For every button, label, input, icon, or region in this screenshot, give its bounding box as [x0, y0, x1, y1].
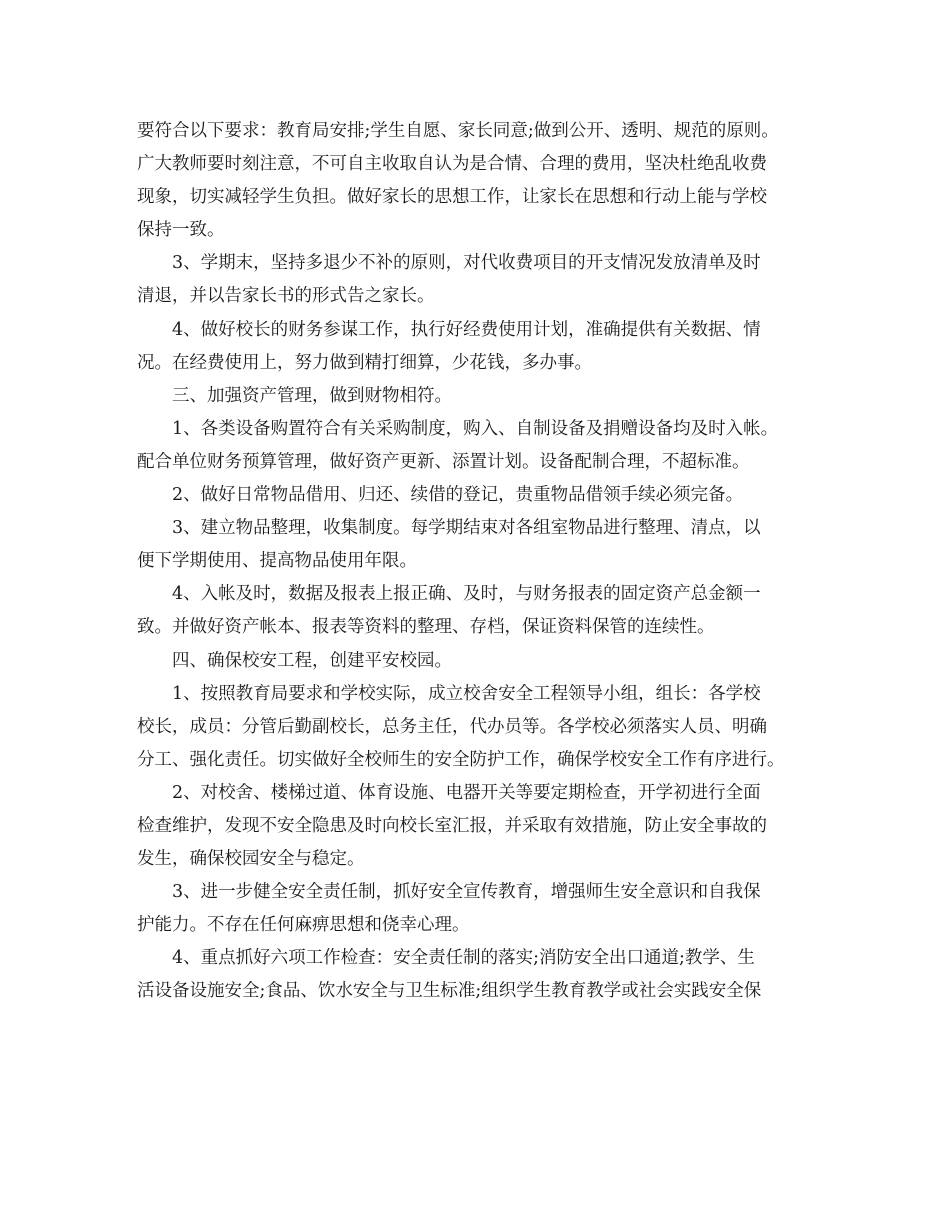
text-line: 2、对校舍、楼梯过道、体育设施、电器开关等要定期检查，开学初进行全面 — [172, 782, 761, 803]
text-line: 检查维护，发现不安全隐患及时向校长室汇报，并采取有效措施，防止安全事故的 — [137, 815, 767, 836]
text-line: 况。在经费使用上，努力做到精打细算，少花钱，多办事。 — [137, 352, 592, 373]
text-line: 致。并做好资产帐本、报表等资料的整理、存档，保证资料保管的连续性。 — [137, 617, 715, 638]
text-line: 现象，切实减轻学生负担。做好家长的思想工作，让家长在思想和行动上能与学校 — [137, 187, 767, 208]
text-line: 校长，成员：分管后勤副校长，总务主任，代办员等。各学校必须落实人员、明确 — [137, 716, 767, 737]
text-line: 1、各类设备购置符合有关采购制度，购入、自制设备及捐赠设备均及时入帐。 — [172, 418, 779, 439]
text-line: 1、按照教育局要求和学校实际，成立校舍安全工程领导小组，组长：各学校 — [172, 683, 761, 704]
text-line: 三、加强资产管理，做到财物相符。 — [172, 385, 452, 406]
text-line: 保持一致。 — [137, 220, 225, 241]
document-body — [137, 115, 827, 1009]
text-line: 广大教师要时刻注意，不可自主收取自认为是合情、合理的费用，坚决杜绝乱收费 — [137, 154, 767, 175]
text-line: 活设备设施安全;食品、饮水安全与卫生标准;组织学生教育教学或社会实践安全保 — [137, 981, 762, 1002]
text-line: 3、进一步健全安全责任制，抓好安全宣传教育，增强师生安全意识和自我保 — [172, 882, 761, 903]
text-line: 3、学期末，坚持多退少不补的原则，对代收费项目的开支情况发放清单及时 — [172, 253, 761, 274]
text-line: 清退，并以告家长书的形式告之家长。 — [137, 286, 435, 307]
text-line: 四、确保校安工程，创建平安校园。 — [172, 650, 452, 671]
text-line: 发生，确保校园安全与稳定。 — [137, 849, 365, 870]
text-line: 要符合以下要求：教育局安排;学生自愿、家长同意;做到公开、透明、规范的原则。 — [137, 121, 779, 141]
text-line: 分工、强化责任。切实做好全校师生的安全防护工作，确保学校安全工作有序进行。 — [137, 749, 785, 770]
text-line: 3、建立物品整理，收集制度。每学期结束对各组室物品进行整理、清点，以 — [172, 518, 761, 539]
text-line: 2、做好日常物品借用、归还、续借的登记，贵重物品借领手续必须完备。 — [172, 485, 744, 506]
text-line: 4、重点抓好六项工作检查：安全责任制的落实;消防安全出口通道;教学、生 — [172, 948, 755, 969]
text-line: 便下学期使用、提高物品使用年限。 — [137, 551, 417, 572]
text-line: 护能力。不存在任何麻痹思想和侥幸心理。 — [137, 915, 470, 936]
text-line: 配合单位财务预算管理，做好资产更新、添置计划。设备配制合理，不超标准。 — [137, 451, 750, 472]
text-line: 4、做好校长的财务参谋工作，执行好经费使用计划，准确提供有关数据、情 — [172, 319, 761, 340]
text-line: 4、入帐及时，数据及报表上报正确、及时，与财务报表的固定资产总金额一 — [172, 584, 761, 605]
